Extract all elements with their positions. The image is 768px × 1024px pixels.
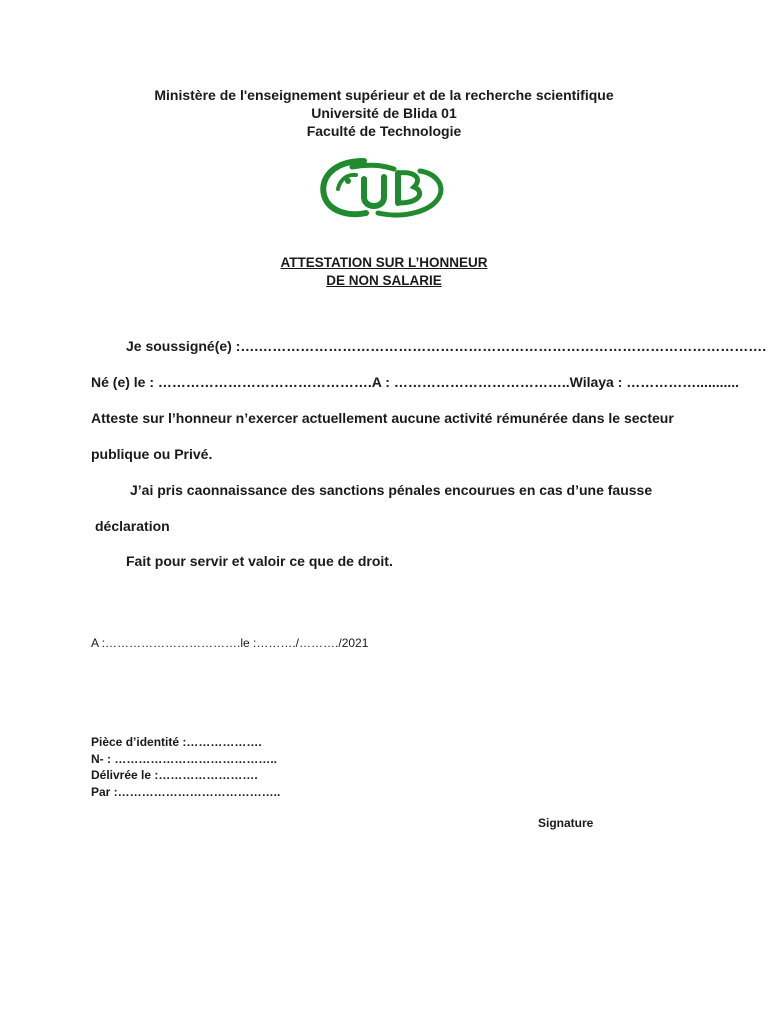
title-line-1: ATTESTATION SUR L’HONNEUR xyxy=(280,255,488,270)
issue-date-field: Délivrée le :……………………. xyxy=(91,768,258,782)
closing-statement: Fait pour servir et valoir ce que de droit. xyxy=(126,553,393,569)
university-line: Université de Blida 01 xyxy=(311,105,457,121)
faculty-line: Faculté de Technologie xyxy=(306,123,462,139)
document-header xyxy=(0,86,768,140)
place-date-line: A :…………………………….le :………./………./2021 xyxy=(91,636,369,650)
document-title xyxy=(0,254,768,290)
title-line-2: DE NON SALARIE xyxy=(326,273,442,288)
signature-label: Signature xyxy=(538,816,594,830)
sanctions-text-line-2: déclaration xyxy=(95,518,170,534)
attestation-text-line-2: publique ou Privé. xyxy=(91,446,213,462)
issued-by-field: Par :………………………………….. xyxy=(91,784,281,799)
soussigne-field: Je soussigné(e) :….………………………………………………………………………………………………. xyxy=(126,338,767,354)
identity-block xyxy=(91,734,280,800)
sanctions-text-line-1: J’ai pris caonnaissance des sanctions pénales encourues en cas d’une fausse xyxy=(130,482,653,498)
attestation-text-line-1: Atteste sur l’honneur n’exercer actuellement aucune activité rémunérée dans le secteur xyxy=(91,410,674,426)
ministry-line: Ministère de l'enseignement supérieur et de la recherche scientifique xyxy=(154,87,614,103)
birth-info-field: Né (e) le : ……………………………………….A : ………………………………..Wilaya : ……………........... xyxy=(91,374,740,390)
id-document-field: Pièce d’identité :………………. xyxy=(91,735,262,749)
id-number-field: N- : ………………………………….. xyxy=(91,751,277,766)
university-logo-icon xyxy=(318,155,446,219)
